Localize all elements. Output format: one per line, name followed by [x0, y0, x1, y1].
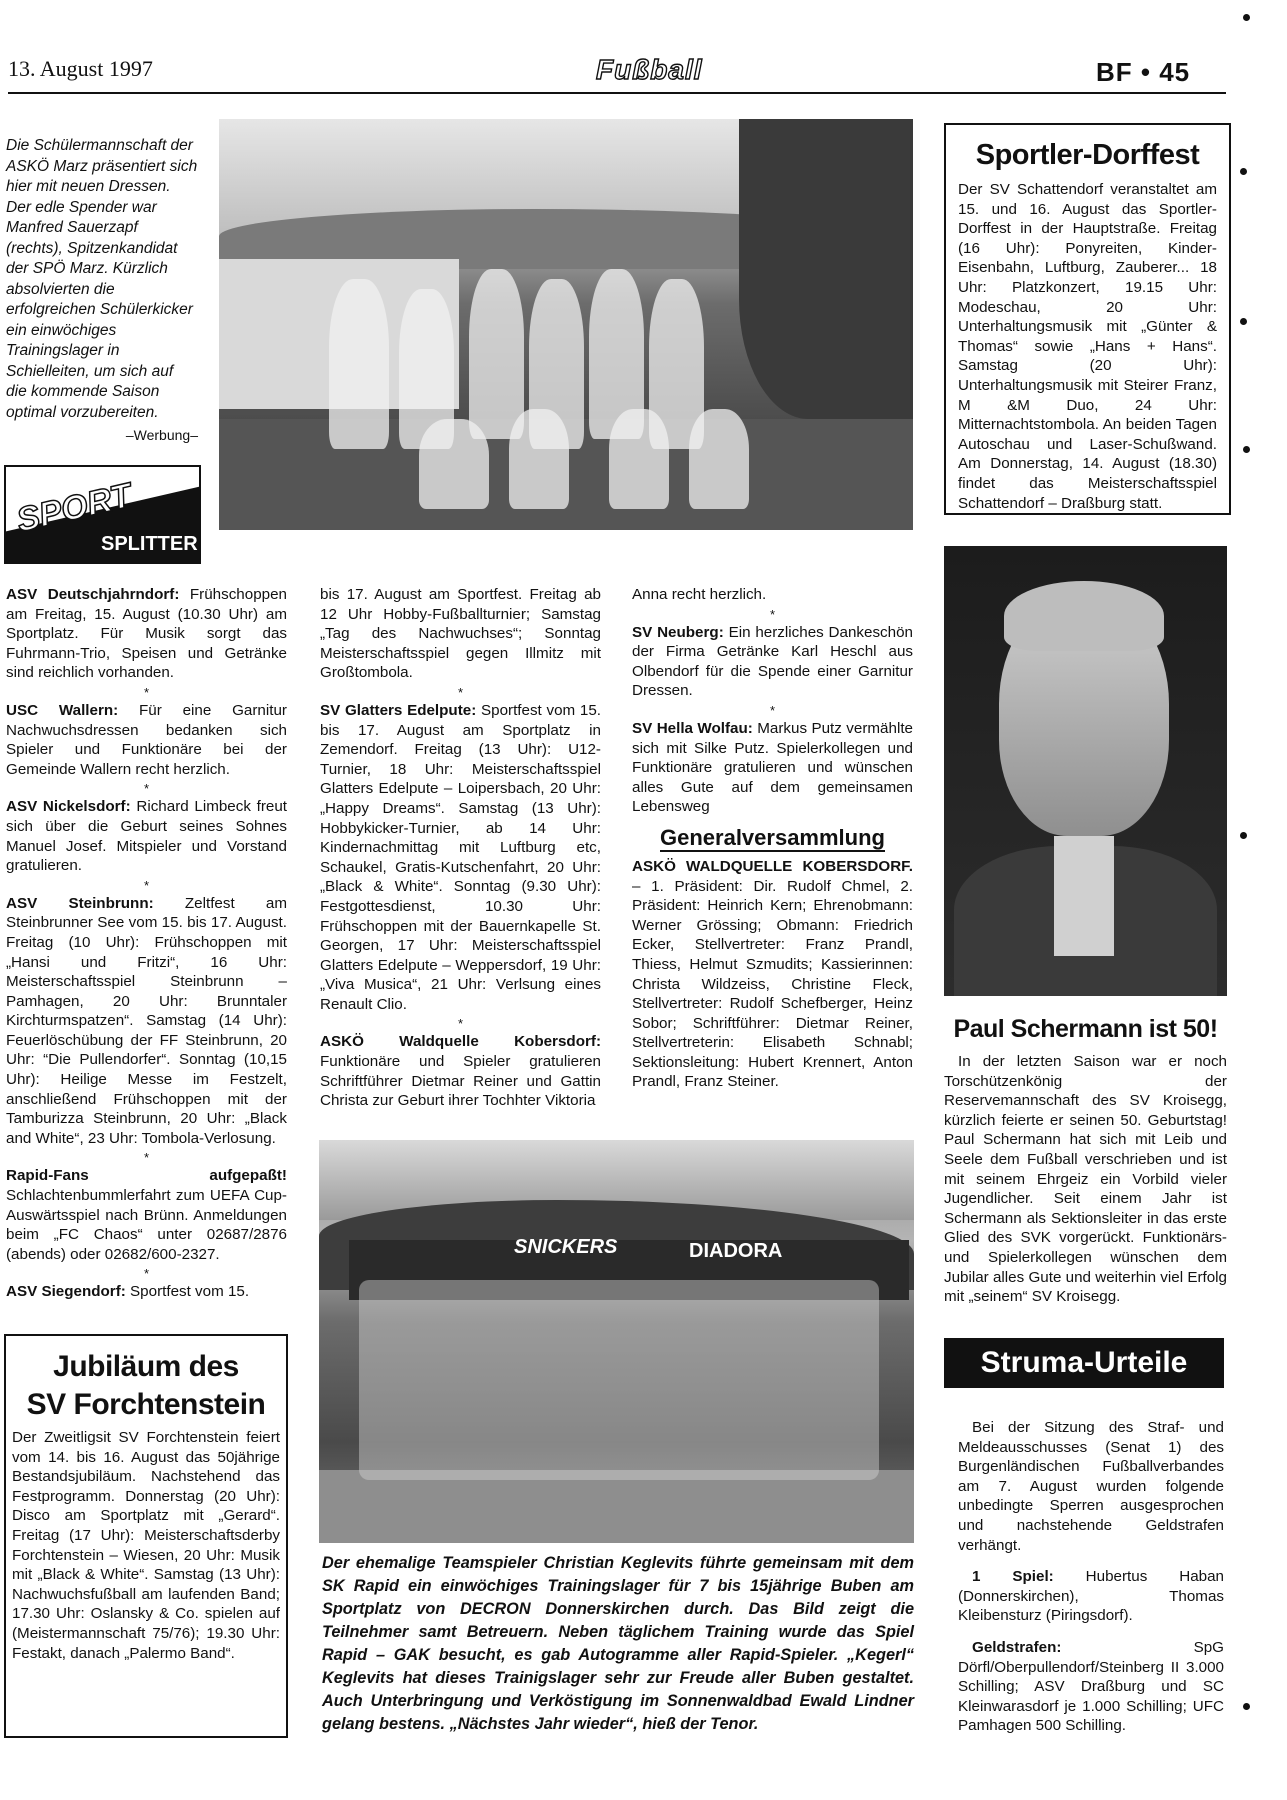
rapid-camp-photo	[319, 1140, 914, 1543]
notice-nickelsdorf: ASV Nickelsdorf: Richard Limbeck freut sich über die Geburt seines Sohnes Manuel Josef. Mitspieler und Vorstand gratulieren.	[6, 798, 287, 875]
dorffest-title: Sportler-Dorffest	[975, 139, 1200, 171]
struma-article	[958, 1418, 1224, 1740]
separator-star: *	[769, 606, 776, 622]
notice-wolfau: SV Hella Wolfau: Markus Putz vermählte sich mit Silke Putz. Spielerkollegen und Funktionäre gratulieren und wünschen alles Gute auf dem gemeinsamen Lebensweg	[632, 719, 913, 816]
notice-steinbrunn: ASV Steinbrunn: Zeltfest am Steinbrunner See vom 15. bis 17. August. Freitag (10 Uhr): Frühschoppen mit „Hansi und Fritzi“, 16 Uhr: Meisterschaftsspiel Steinbrunn – Pamhagen, 20 Uhr: Brunntaler Kirchturmspatzen“. Samstag (14 Uhr): Feuerlöschübung der FF Steinbrunn, 20 Uhr: “Die Pullendorfer“. Sonntag (10,15 Uhr): Heilige Messe im Festzelt, anschließend Frühschoppen mit der Tamburizza Steinbrunn, 20 Uhr: „Black and White“, 23 Uhr: Tombola-Verlosung.	[6, 894, 287, 1147]
struma-title: Struma-Urteile	[980, 1346, 1188, 1379]
separator-star: *	[143, 684, 150, 700]
photo1-caption-text: Die Schülermannschaft der ASKÖ Marz präsentiert sich hier mit neuen Dressen. Der edle Spender war Manfred Sauerzapf (rechts), Spitzenkandidat der SPÖ Marz. Kürzlich absolvierten die erfolgreichen Schülerkicker ein einwöchiges Trainingslager in Schielleiten, um sich auf die kommende Saison optimal vorzubereiten.	[6, 137, 198, 421]
scan-mark	[1240, 318, 1247, 325]
notice-wallern: USC Wallern: Für eine Garnitur Nachwuchsdressen bedanken sich Spieler und Funktionäre bei der Gemeinde Wallern recht herzlich.	[6, 701, 287, 778]
separator-star: *	[143, 781, 150, 797]
notice-glatters: SV Glatters Edelpute: Sportfest vom 15. bis 17. August am Sportplatz in Zemendorf. Freitag (13 Uhr): U12-Turnier, 18 Uhr: Meisterschaftsspiel Glatters Edelpute – Loipersbach, 20 Uhr: „Happy Dreams“. Samstag (13 Uhr): Hobbykicker-Turnier, ab 14 Uhr: Kindernachmittag mit Luftburg etc, Schaukel, Gratis-Kutschenfahrt, 20 Uhr: „Black & White“. Sonntag (9.30 Uhr): Festgottesdienst, 10.30 Uhr: Frühschoppen mit der Bauernkapelle St. Georgen, 17 Uhr: Meisterschaftsspiel Glatters Edelpute – Weppersdorf, 19 Uhr: „Viva Musica“, 21 Uhr: Verlsung eines Renault Clio.	[320, 701, 601, 1013]
scan-mark	[1240, 832, 1247, 839]
notice-neuberg: SV Neuberg: Ein herzliches Dankeschön der Firma Getränke Karl Heschl aus Olbendorf für die Spende einer Garnitur Dressen.	[632, 623, 913, 700]
logo-splitter: SPLITTER	[101, 533, 198, 555]
schermann-body: In der letzten Saison war er noch Torschützenkönig der Reservemannschaft des SV Kroisegg, kürzlich feierte er seinen 50. Geburtstag! Paul Schermann hat sich mit Leib und Seele dem Fußball verschrieben und ist mit seinem Ehrgeiz ein Vorbild vieler Jugendlicher. Seit einem Jahr ist Schermann als Sektionsleiter in das erste Glied des SVK vorgerückt. Funktionärs- und Spielerkollegen wünschen dem Jubilar alles Gute und weiterhin viel Erfolg mit „seinem“ SV Kroisegg.	[944, 1053, 1227, 1306]
portrait-paul-schermann	[944, 546, 1227, 996]
dorffest-body: Der SV Schattendorf veranstaltet am 15. und 16. August das Sportler-Dorffest in der Hauptstraße. Freitag (16 Uhr): Ponyreiten, Kinder-Eisenbahn, Luftburg, Zauberer... 18 Uhr: Platzkonzert, 19.15 Uhr: Modeschau, 20 Uhr: Unterhaltungsmusik mit „Günter & Thomas“ sowie „Hans + Hans“. Samstag (20 Uhr): Unterhaltungsmusik mit Steirer Franz, M &M Duo, 24 Uhr: Mitternachtstombola. An beiden Tagen Autoschau und Laser-Schußwand. Am Donnerstag, 14. August (18.30) findet das Meisterschaftsspiel Schattendorf – Draßburg statt.	[958, 181, 1217, 512]
page-number: BF • 45	[1096, 57, 1191, 87]
struma-intro: Bei der Sitzung des Straf- und Meldeausschusses (Senat 1) des Burgenländischen Fußballverbandes am 7. August wurden folgende unbedingte Sperren ausgesprochen und nachstehende Geldstrafen verhängt.	[958, 1419, 1224, 1554]
separator-star: *	[143, 877, 150, 893]
notice-deutschjahrndorf: ASV Deutschjahrndorf: Frühschoppen am Freitag, 15. August (10.30 Uhr) am Sportplatz. Für Musik sorgt das Fuhrmann-Trio, Speisen und Getränke sind reichlich vorhanden.	[6, 586, 287, 682]
notice-rapid-fans: Rapid-Fans aufgepaßt! Schlachtenbummlerfahrt zum UEFA Cup-Auswärtsspiel nach Brünn. Anmeldungen beim „FC Chaos“ unter 02687/2876 (abends) oder 02682/600-2327.	[6, 1167, 287, 1263]
jubilaeum-title: Jubiläum des SV Forchtenstein	[26, 1350, 266, 1421]
jubilaeum-body: Der Zweitligsit SV Forchtenstein feiert vom 14. bis 16. August das 50jährige Bestandsjubiläum. Nachstehend das Festprogramm. Donnerstag (20 Uhr): Disco am Sportplatz mit „Gerard“. Freitag (17 Uhr): Meisterschaftsderby Forchtenstein – Wiesen, 20 Uhr: Musik mit „Black & White“. Samstag (13 Uhr): Nachwuchsfußball am laufenden Band; 17.30 Uhr: Oslansky & Co. spielen auf (Meistermannschaft 75/76); 19.30 Uhr: Festakt, danach „Palermo Band“.	[12, 1429, 280, 1662]
struma-spiel: 1 Spiel: Hubertus Haban (Donnerskirchen), Thomas Kleibensturz (Piringsdorf).	[958, 1568, 1224, 1625]
team-photo-marz	[219, 119, 913, 530]
photo2-banner-snickers: SNICKERS	[514, 1236, 618, 1258]
schermann-title: Paul Schermann ist 50!	[953, 1015, 1218, 1043]
scan-mark	[1240, 168, 1247, 175]
issue-date: 13. August 1997	[8, 56, 153, 81]
scan-mark	[1243, 14, 1250, 21]
header-rule	[8, 92, 1226, 94]
scan-mark	[1243, 446, 1250, 453]
column-1	[6, 585, 287, 1306]
generalversammlung-body: ASKÖ WALDQUELLE KOBERSDORF. – 1. Präsident: Dir. Rudolf Chmel, 2. Präsident: Heinrich Kern; Ehrenobmann: Werner Grössing; Obmann: Friedrich Ecker, Stellvertreter: Franz Prandl, Thiess, Helmut Szmudits; Kassierinnen: Christa Wildzeiss, Christine Fleck, Stellvertreter: Rudolf Schefberger, Heinz Sobor; Schriftführer: Dietmar Reiner, Stellvertreterin: Elisabeth Schnabl; Sektionsleitung: Hubert Krennert, Anton Prandl, Franz Steiner.	[632, 857, 913, 1091]
jubilaeum-box	[4, 1334, 288, 1738]
column-3	[632, 585, 913, 1096]
separator-star: *	[769, 702, 776, 718]
notice-siegendorf-cont: bis 17. August am Sportfest. Freitag ab 12 Uhr Hobby-Fußballturnier; Samstag „Tag des Nachwuchses“; Sonntag Meisterschaftsspiel gegen Illmitz mit Großtombola.	[320, 586, 601, 682]
notice-kobersdorf-cont: Anna recht herzlich.	[632, 586, 767, 603]
scan-mark	[1243, 1703, 1250, 1710]
photo1-credit: –Werbung–	[125, 427, 198, 443]
logo-sport: SPORT	[13, 476, 136, 540]
photo2-banner-diadora: DIADORA	[689, 1240, 783, 1262]
generalversammlung-heading: Generalversammlung	[660, 824, 885, 850]
photo1-caption	[6, 136, 198, 446]
column-2	[320, 585, 601, 1115]
sport-splitter-logo	[4, 465, 201, 564]
separator-star: *	[457, 684, 464, 700]
separator-star: *	[457, 1016, 464, 1032]
struma-geldstrafen: Geldstrafen: SpG Dörfl/Oberpullendorf/Steinberg II 3.000 Schilling; ASV Draßburg und SC Kleinwarasdorf je 1.000 Schilling; UFC Pamhagen 500 Schilling.	[958, 1638, 1224, 1735]
schermann-article	[944, 1015, 1227, 1311]
dorffest-box	[944, 123, 1231, 515]
photo2-caption: Der ehemalige Teamspieler Christian Keglevits führte gemeinsam mit dem SK Rapid ein einwöchiges Trainingslager für 7 bis 15jährige Buben am Sportplatz von DECRON Donnerskirchen durch. Das Bild zeigt die Teilnehmer samt Betreuern. Neben täglichem Training wurde das Spiel Rapid – GAK besucht, es gab Autogramme aller Rapid-Spieler. „Kegerl“ Keglevits hat dieses Trainigslager sehr zur Freude aller Buben gestaltet. Auch Unterbringung und Verköstigung im Sonnenwaldbad Ewald Lindner gelang bestens. „Nächstes Jahr wieder“, hieß der Tenor.	[322, 1554, 914, 1733]
notice-siegendorf: ASV Siegendorf: Sportfest vom 15.	[6, 1283, 250, 1301]
notice-kobersdorf-birth: ASKÖ Waldquelle Kobersdorf: Funktionäre und Spieler gratulieren Schriftführer Dietmar Reiner und Gattin Christa zur Geburt ihrer Tochhter Viktoria	[320, 1033, 601, 1110]
separator-star: *	[143, 1266, 150, 1282]
separator-star: *	[143, 1150, 150, 1166]
struma-title-box	[944, 1338, 1224, 1388]
section-title: Fußball	[596, 54, 703, 85]
